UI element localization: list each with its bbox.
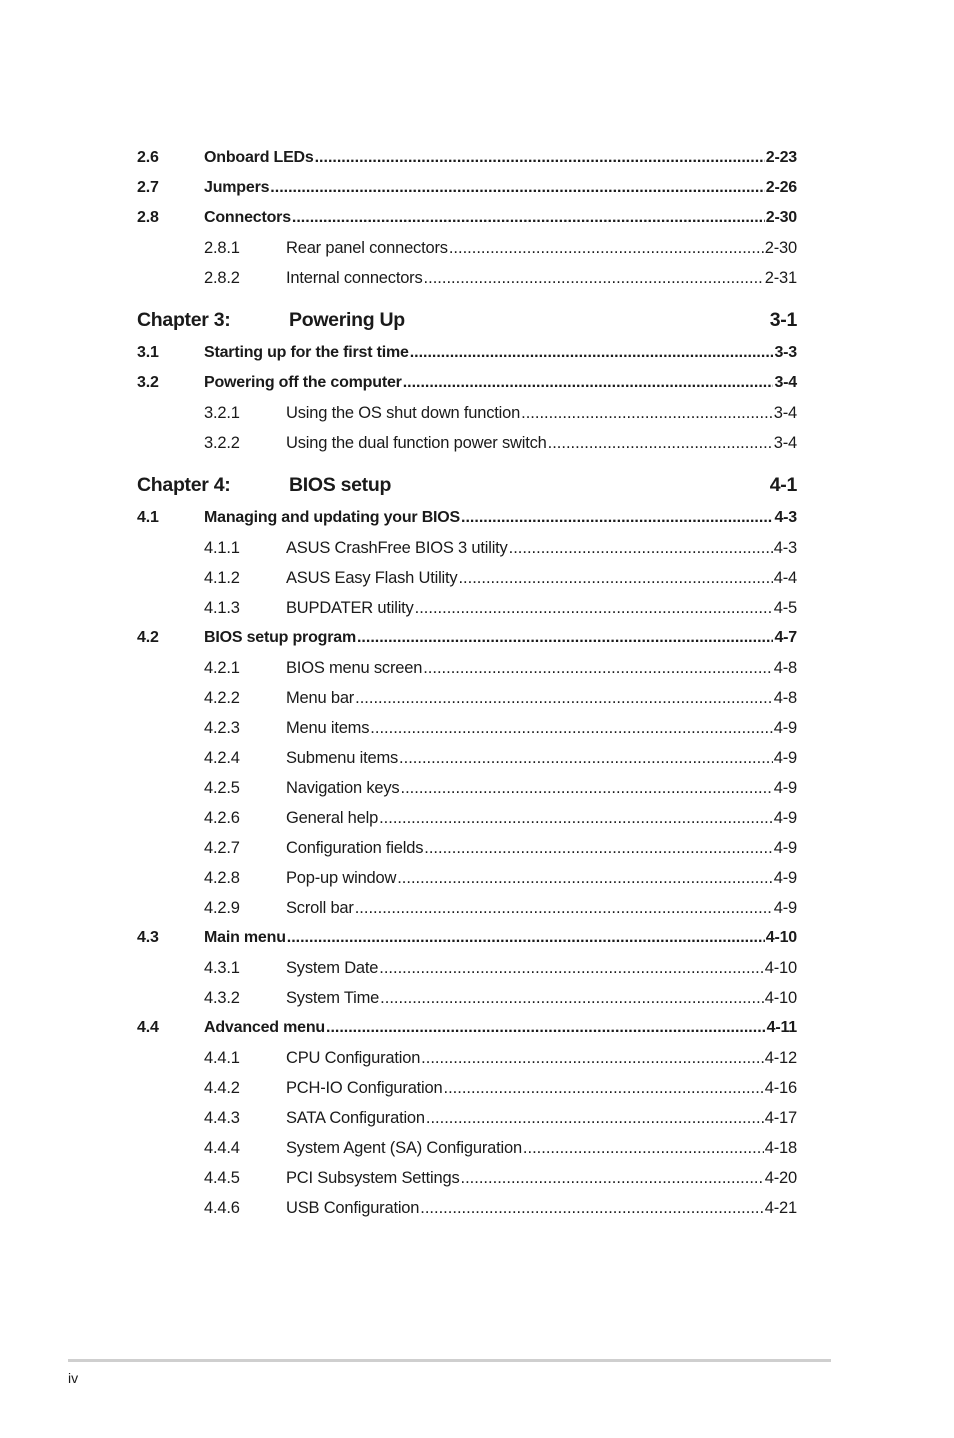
- toc-entry-page: 3-3: [774, 344, 797, 361]
- dot-leader: [326, 1013, 766, 1043]
- toc-entry-number: 2.6: [137, 149, 159, 166]
- toc-entry-page: 3-4: [773, 434, 797, 452]
- toc-entry-page: 4-9: [773, 779, 797, 797]
- toc-entry-title: Connectors: [204, 209, 291, 226]
- toc-entry-number: 4.2.6: [204, 809, 240, 827]
- dot-leader: [424, 833, 773, 863]
- toc-entry-page: 4-20: [764, 1169, 797, 1187]
- toc-entry-page: 4-10: [764, 989, 797, 1007]
- toc-entry-page: 4-9: [773, 719, 797, 737]
- toc-entry-number: 3.2.2: [204, 434, 240, 452]
- toc-sub-entry[interactable]: [137, 1043, 797, 1073]
- dot-leader: [458, 563, 772, 593]
- toc-entry-page: 4-21: [764, 1199, 797, 1217]
- toc-sub-entry[interactable]: [137, 743, 797, 773]
- toc-section-entry[interactable]: [137, 368, 797, 398]
- toc-entry-number: 4.3.1: [204, 959, 240, 977]
- toc-entry-title: Jumpers: [204, 179, 270, 196]
- toc-entry-number: 4.4.2: [204, 1079, 240, 1097]
- dot-leader: [449, 233, 764, 263]
- toc-entry-title: Main menu: [204, 929, 286, 946]
- toc-entry-page: 4-3: [773, 539, 797, 557]
- toc-section-entry[interactable]: [137, 203, 797, 233]
- toc-entry-page: 2-31: [764, 269, 797, 287]
- toc-entry-title: USB Configuration: [286, 1199, 420, 1217]
- toc-sub-entry[interactable]: [137, 863, 797, 893]
- dot-leader: [270, 173, 764, 203]
- toc-entry-page: 4-10: [765, 929, 797, 946]
- dot-leader: [287, 923, 765, 953]
- toc-entry-title: Navigation keys: [286, 779, 400, 797]
- footer-divider: [68, 1359, 831, 1362]
- toc-entry-number: 3.1: [137, 344, 159, 361]
- dot-leader: [355, 893, 773, 923]
- dot-leader: [423, 653, 773, 683]
- toc-section-entry[interactable]: [137, 503, 797, 533]
- toc-entry-number: 4.4.6: [204, 1199, 240, 1217]
- dot-leader: [523, 1133, 764, 1163]
- toc-entry-title: BIOS setup program: [204, 629, 356, 646]
- toc-entry-page: 4-12: [764, 1049, 797, 1067]
- dot-leader: [421, 1043, 764, 1073]
- toc-entry-number: 4.2.4: [204, 749, 240, 767]
- toc-entry-page: 4-11: [766, 1019, 797, 1036]
- toc-entry-title: Advanced menu: [204, 1019, 325, 1036]
- toc-entry-title: ASUS Easy Flash Utility: [286, 569, 458, 587]
- toc-entry-number: 2.7: [137, 179, 159, 196]
- toc-chapter-entry[interactable]: [137, 302, 797, 338]
- toc-entry-page: 4-18: [764, 1139, 797, 1157]
- dot-leader: [443, 1073, 763, 1103]
- toc-sub-entry[interactable]: [137, 1193, 797, 1223]
- toc-entry-title: BIOS menu screen: [286, 659, 423, 677]
- dot-leader: [548, 428, 773, 458]
- toc-entry-number: Chapter 4:: [137, 474, 231, 496]
- toc-entry-page: 4-17: [764, 1109, 797, 1127]
- toc-entry-number: 4.4: [137, 1019, 159, 1036]
- toc-entry-number: 3.2: [137, 374, 159, 391]
- toc-entry-page: 4-3: [774, 509, 797, 526]
- toc-sub-entry[interactable]: [137, 773, 797, 803]
- toc-entry-title: Pop-up window: [286, 869, 397, 887]
- toc-sub-entry[interactable]: [137, 953, 797, 983]
- toc-section-entry[interactable]: [137, 623, 797, 653]
- toc-section-entry[interactable]: [137, 173, 797, 203]
- toc-sub-entry[interactable]: [137, 428, 797, 458]
- dot-leader: [292, 203, 765, 233]
- toc-entry-number: 4.1.2: [204, 569, 240, 587]
- dot-leader: [315, 143, 765, 173]
- toc-entry-page: 4-9: [773, 809, 797, 827]
- dot-leader: [397, 863, 773, 893]
- toc-sub-entry[interactable]: [137, 1163, 797, 1193]
- toc-entry-title: Powering Up: [289, 309, 405, 331]
- toc-entry-number: 4.4.3: [204, 1109, 240, 1127]
- dot-leader: [355, 683, 773, 713]
- toc-entry-number: 4.1.3: [204, 599, 240, 617]
- dot-leader: [509, 533, 773, 563]
- toc-entry-page: 3-4: [773, 404, 797, 422]
- toc-sub-entry[interactable]: [137, 233, 797, 263]
- table-of-contents: [137, 143, 797, 1223]
- toc-entry-page: 4-9: [773, 749, 797, 767]
- toc-entry-title: Managing and updating your BIOS: [204, 509, 461, 526]
- dot-leader: [379, 803, 773, 833]
- toc-entry-number: 4.2.1: [204, 659, 240, 677]
- toc-sub-entry[interactable]: [137, 713, 797, 743]
- toc-entry-title: PCH-IO Configuration: [286, 1079, 443, 1097]
- toc-entry-number: Chapter 3:: [137, 309, 231, 331]
- toc-section-entry[interactable]: [137, 143, 797, 173]
- dot-leader: [426, 1103, 764, 1133]
- dot-leader: [357, 623, 773, 653]
- toc-entry-page: 4-9: [773, 869, 797, 887]
- toc-entry-number: 4.1: [137, 509, 159, 526]
- dot-leader: [379, 953, 764, 983]
- toc-entry-title: System Agent (SA) Configuration: [286, 1139, 522, 1157]
- toc-entry-title: BUPDATER utility: [286, 599, 414, 617]
- toc-entry-page: 3-4: [774, 374, 797, 391]
- toc-entry-number: 4.1.1: [204, 539, 240, 557]
- toc-entry-number: 4.2.9: [204, 899, 240, 917]
- toc-entry-title: System Time: [286, 989, 380, 1007]
- toc-entry-title: Rear panel connectors: [286, 239, 448, 257]
- toc-entry-number: 4.2.8: [204, 869, 240, 887]
- toc-entry-number: 4.4.1: [204, 1049, 240, 1067]
- toc-section-entry[interactable]: [137, 923, 797, 953]
- toc-sub-entry[interactable]: [137, 803, 797, 833]
- dot-leader: [403, 368, 774, 398]
- toc-entry-number: 4.2.2: [204, 689, 240, 707]
- toc-sub-entry[interactable]: [137, 1133, 797, 1163]
- toc-entry-number: 4.2.5: [204, 779, 240, 797]
- toc-entry-title: Starting up for the first time: [204, 344, 409, 361]
- toc-entry-page: 4-9: [773, 899, 797, 917]
- toc-entry-page: 4-9: [773, 839, 797, 857]
- toc-entry-title: System Date: [286, 959, 379, 977]
- dot-leader: [461, 503, 773, 533]
- toc-entry-title: Using the OS shut down function: [286, 404, 521, 422]
- toc-entry-page: 3-1: [769, 309, 797, 331]
- toc-entry-page: 4-16: [764, 1079, 797, 1097]
- toc-sub-entry[interactable]: [137, 533, 797, 563]
- toc-entry-number: 4.3: [137, 929, 159, 946]
- toc-sub-entry[interactable]: [137, 563, 797, 593]
- toc-entry-page: 4-4: [773, 569, 797, 587]
- dot-leader: [415, 593, 773, 623]
- toc-entry-title: Scroll bar: [286, 899, 354, 917]
- toc-entry-page: 4-8: [773, 659, 797, 677]
- toc-sub-entry[interactable]: [137, 833, 797, 863]
- toc-entry-title: Onboard LEDs: [204, 149, 314, 166]
- toc-entry-page: 4-5: [773, 599, 797, 617]
- toc-sub-entry[interactable]: [137, 1103, 797, 1133]
- toc-entry-title: CPU Configuration: [286, 1049, 421, 1067]
- dot-leader: [420, 1193, 764, 1223]
- toc-entry-number: 3.2.1: [204, 404, 240, 422]
- toc-entry-title: PCI Subsystem Settings: [286, 1169, 460, 1187]
- toc-sub-entry[interactable]: [137, 653, 797, 683]
- toc-entry-title: Submenu items: [286, 749, 399, 767]
- toc-entry-page: 4-1: [769, 474, 797, 496]
- toc-entry-title: Menu bar: [286, 689, 355, 707]
- toc-entry-number: 4.2.7: [204, 839, 240, 857]
- dot-leader: [399, 743, 773, 773]
- toc-section-entry[interactable]: [137, 1013, 797, 1043]
- toc-entry-number: 2.8.1: [204, 239, 240, 257]
- toc-entry-page: 4-7: [774, 629, 797, 646]
- toc-entry-title: Using the dual function power switch: [286, 434, 547, 452]
- toc-entry-number: 4.4.5: [204, 1169, 240, 1187]
- toc-entry-title: SATA Configuration: [286, 1109, 425, 1127]
- toc-entry-title: ASUS CrashFree BIOS 3 utility: [286, 539, 508, 557]
- toc-entry-number: 2.8: [137, 209, 159, 226]
- dot-leader: [424, 263, 764, 293]
- toc-sub-entry[interactable]: [137, 593, 797, 623]
- toc-entry-title: Internal connectors: [286, 269, 423, 287]
- toc-entry-number: 2.8.2: [204, 269, 240, 287]
- dot-leader: [370, 713, 772, 743]
- toc-entry-title: General help: [286, 809, 379, 827]
- page-number: iv: [68, 1370, 79, 1386]
- toc-entry-page: 4-10: [764, 959, 797, 977]
- toc-entry-title: Powering off the computer: [204, 374, 402, 391]
- toc-entry-title: Menu items: [286, 719, 370, 737]
- toc-entry-page: 2-26: [765, 179, 797, 196]
- dot-leader: [410, 338, 774, 368]
- toc-sub-entry[interactable]: [137, 398, 797, 428]
- toc-entry-page: 4-8: [773, 689, 797, 707]
- toc-entry-page: 2-30: [764, 239, 797, 257]
- toc-entry-title: Configuration fields: [286, 839, 424, 857]
- toc-section-entry[interactable]: [137, 338, 797, 368]
- toc-entry-title: BIOS setup: [289, 474, 392, 496]
- dot-leader: [380, 983, 764, 1013]
- toc-entry-number: 4.2.3: [204, 719, 240, 737]
- toc-sub-entry[interactable]: [137, 1073, 797, 1103]
- toc-sub-entry[interactable]: [137, 263, 797, 293]
- toc-chapter-entry[interactable]: [137, 467, 797, 503]
- dot-leader: [461, 1163, 764, 1193]
- toc-entry-number: 4.4.4: [204, 1139, 240, 1157]
- dot-leader: [400, 773, 772, 803]
- toc-entry-page: 2-23: [765, 149, 797, 166]
- toc-entry-page: 2-30: [765, 209, 797, 226]
- toc-entry-number: 4.2: [137, 629, 159, 646]
- toc-sub-entry[interactable]: [137, 983, 797, 1013]
- dot-leader: [521, 398, 773, 428]
- toc-sub-entry[interactable]: [137, 683, 797, 713]
- toc-sub-entry[interactable]: [137, 893, 797, 923]
- toc-entry-number: 4.3.2: [204, 989, 240, 1007]
